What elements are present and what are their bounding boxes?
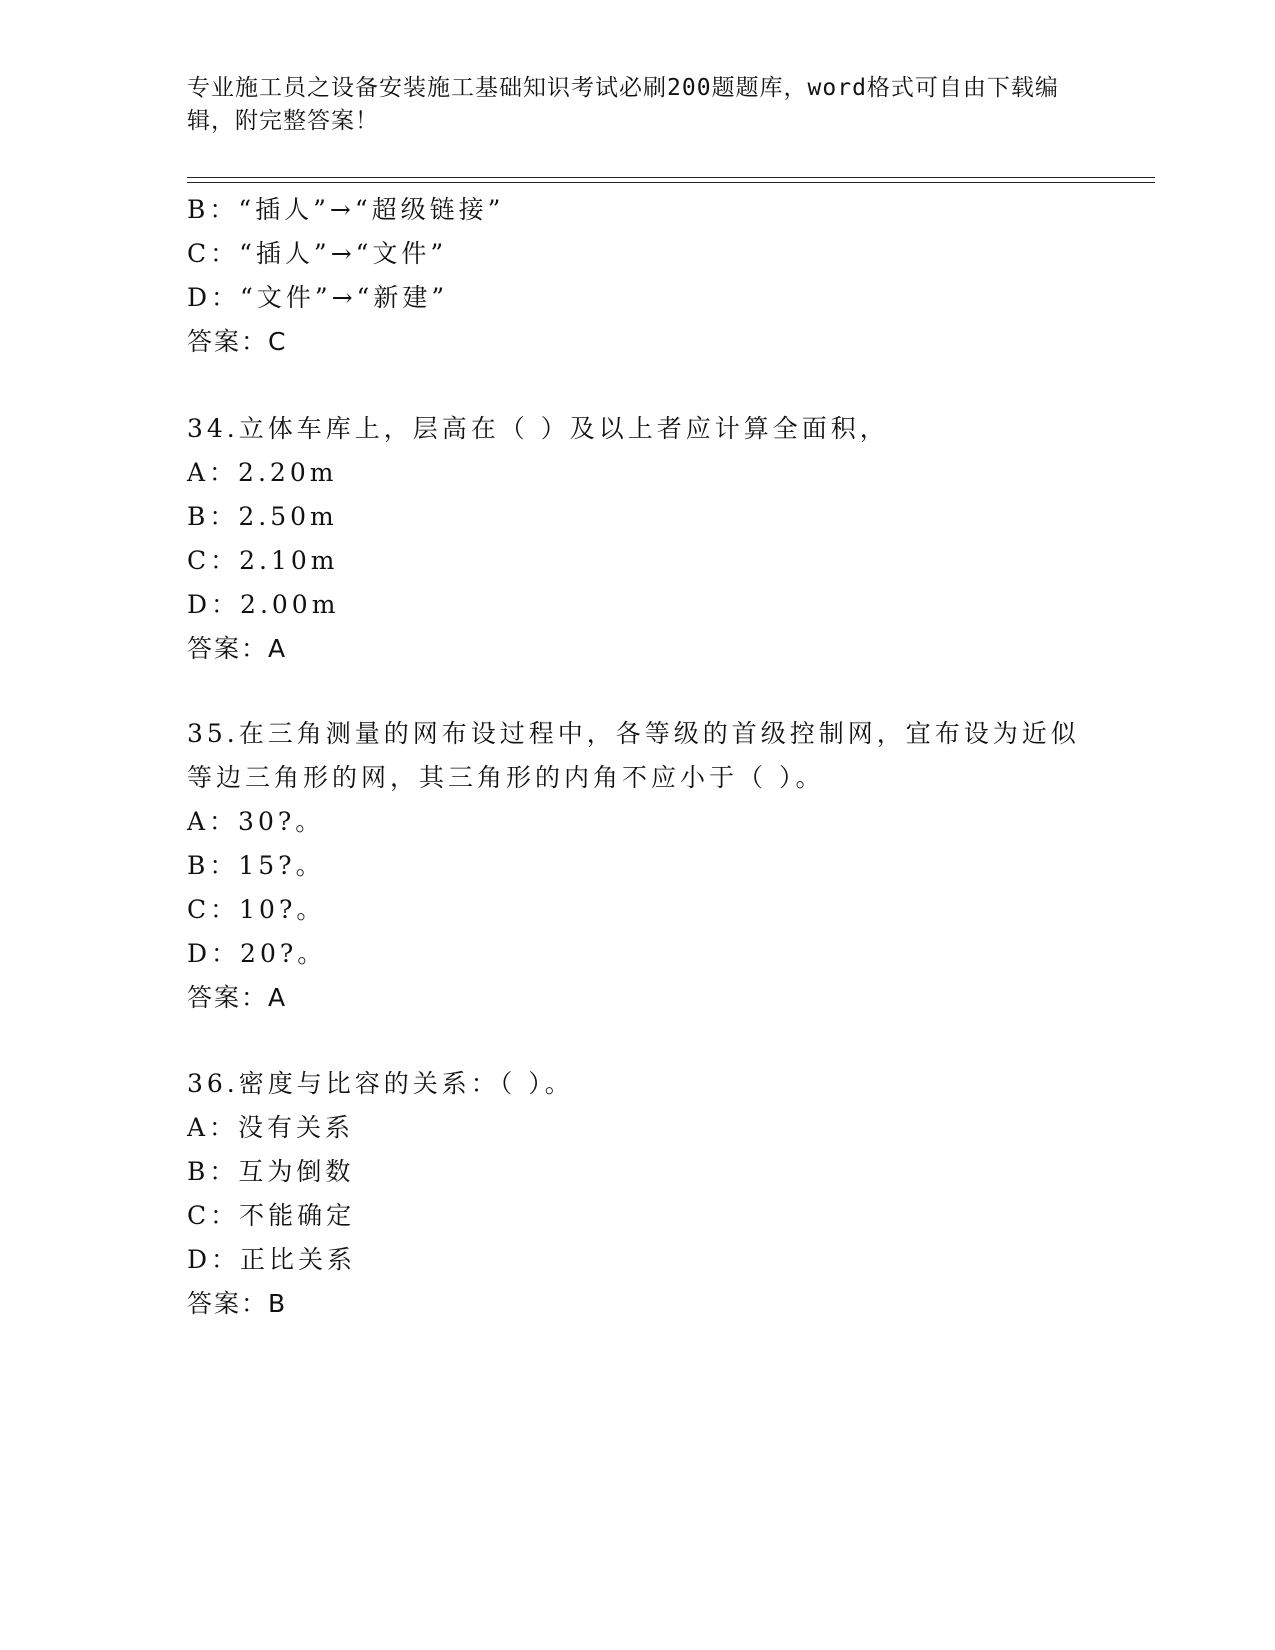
option-c: C：不能确定 <box>187 1201 356 1230</box>
header-divider <box>187 177 1155 178</box>
option-a: A：2.20m <box>187 458 338 487</box>
option-c: C：10?。 <box>187 895 326 924</box>
question-stem: 34.立体车库上，层高在（ ）及以上者应计算全面积， <box>187 414 889 443</box>
page-header: 专业施工员之设备安装施工基础知识考试必刷200题题库，word格式可自由下载编辑，附完整答案！ <box>187 75 1059 134</box>
answer: 答案：A <box>187 634 288 663</box>
answer: 答案：C <box>187 327 288 356</box>
answer: 答案：B <box>187 1289 288 1318</box>
question-stem-continued: 等边三角形的网，其三角形的内角不应小于（ ）。 <box>187 763 825 792</box>
option-b: B：15?。 <box>187 851 325 880</box>
option-d: D：“文件”→“新建” <box>187 283 449 312</box>
answer: 答案：A <box>187 983 288 1012</box>
option-d: D：2.00m <box>187 590 340 619</box>
option-c: C：2.10m <box>187 546 339 575</box>
option-c: C：“插人”→“文件” <box>187 239 448 268</box>
question-stem: 36.密度与比容的关系：（ ）。 <box>187 1069 574 1098</box>
option-d: D：20?。 <box>187 939 327 968</box>
option-b: B：“插人”→“超级链接” <box>187 195 505 224</box>
option-b: B：2.50m <box>187 502 338 531</box>
option-b: B：互为倒数 <box>187 1157 355 1186</box>
question-stem: 35.在三角测量的网布设过程中，各等级的首级控制网，宜布设为近似 <box>187 719 1080 748</box>
header-divider-double <box>187 182 1155 183</box>
option-a: A：没有关系 <box>187 1113 355 1142</box>
option-d: D：正比关系 <box>187 1245 357 1274</box>
option-a: A：30?。 <box>187 807 325 836</box>
